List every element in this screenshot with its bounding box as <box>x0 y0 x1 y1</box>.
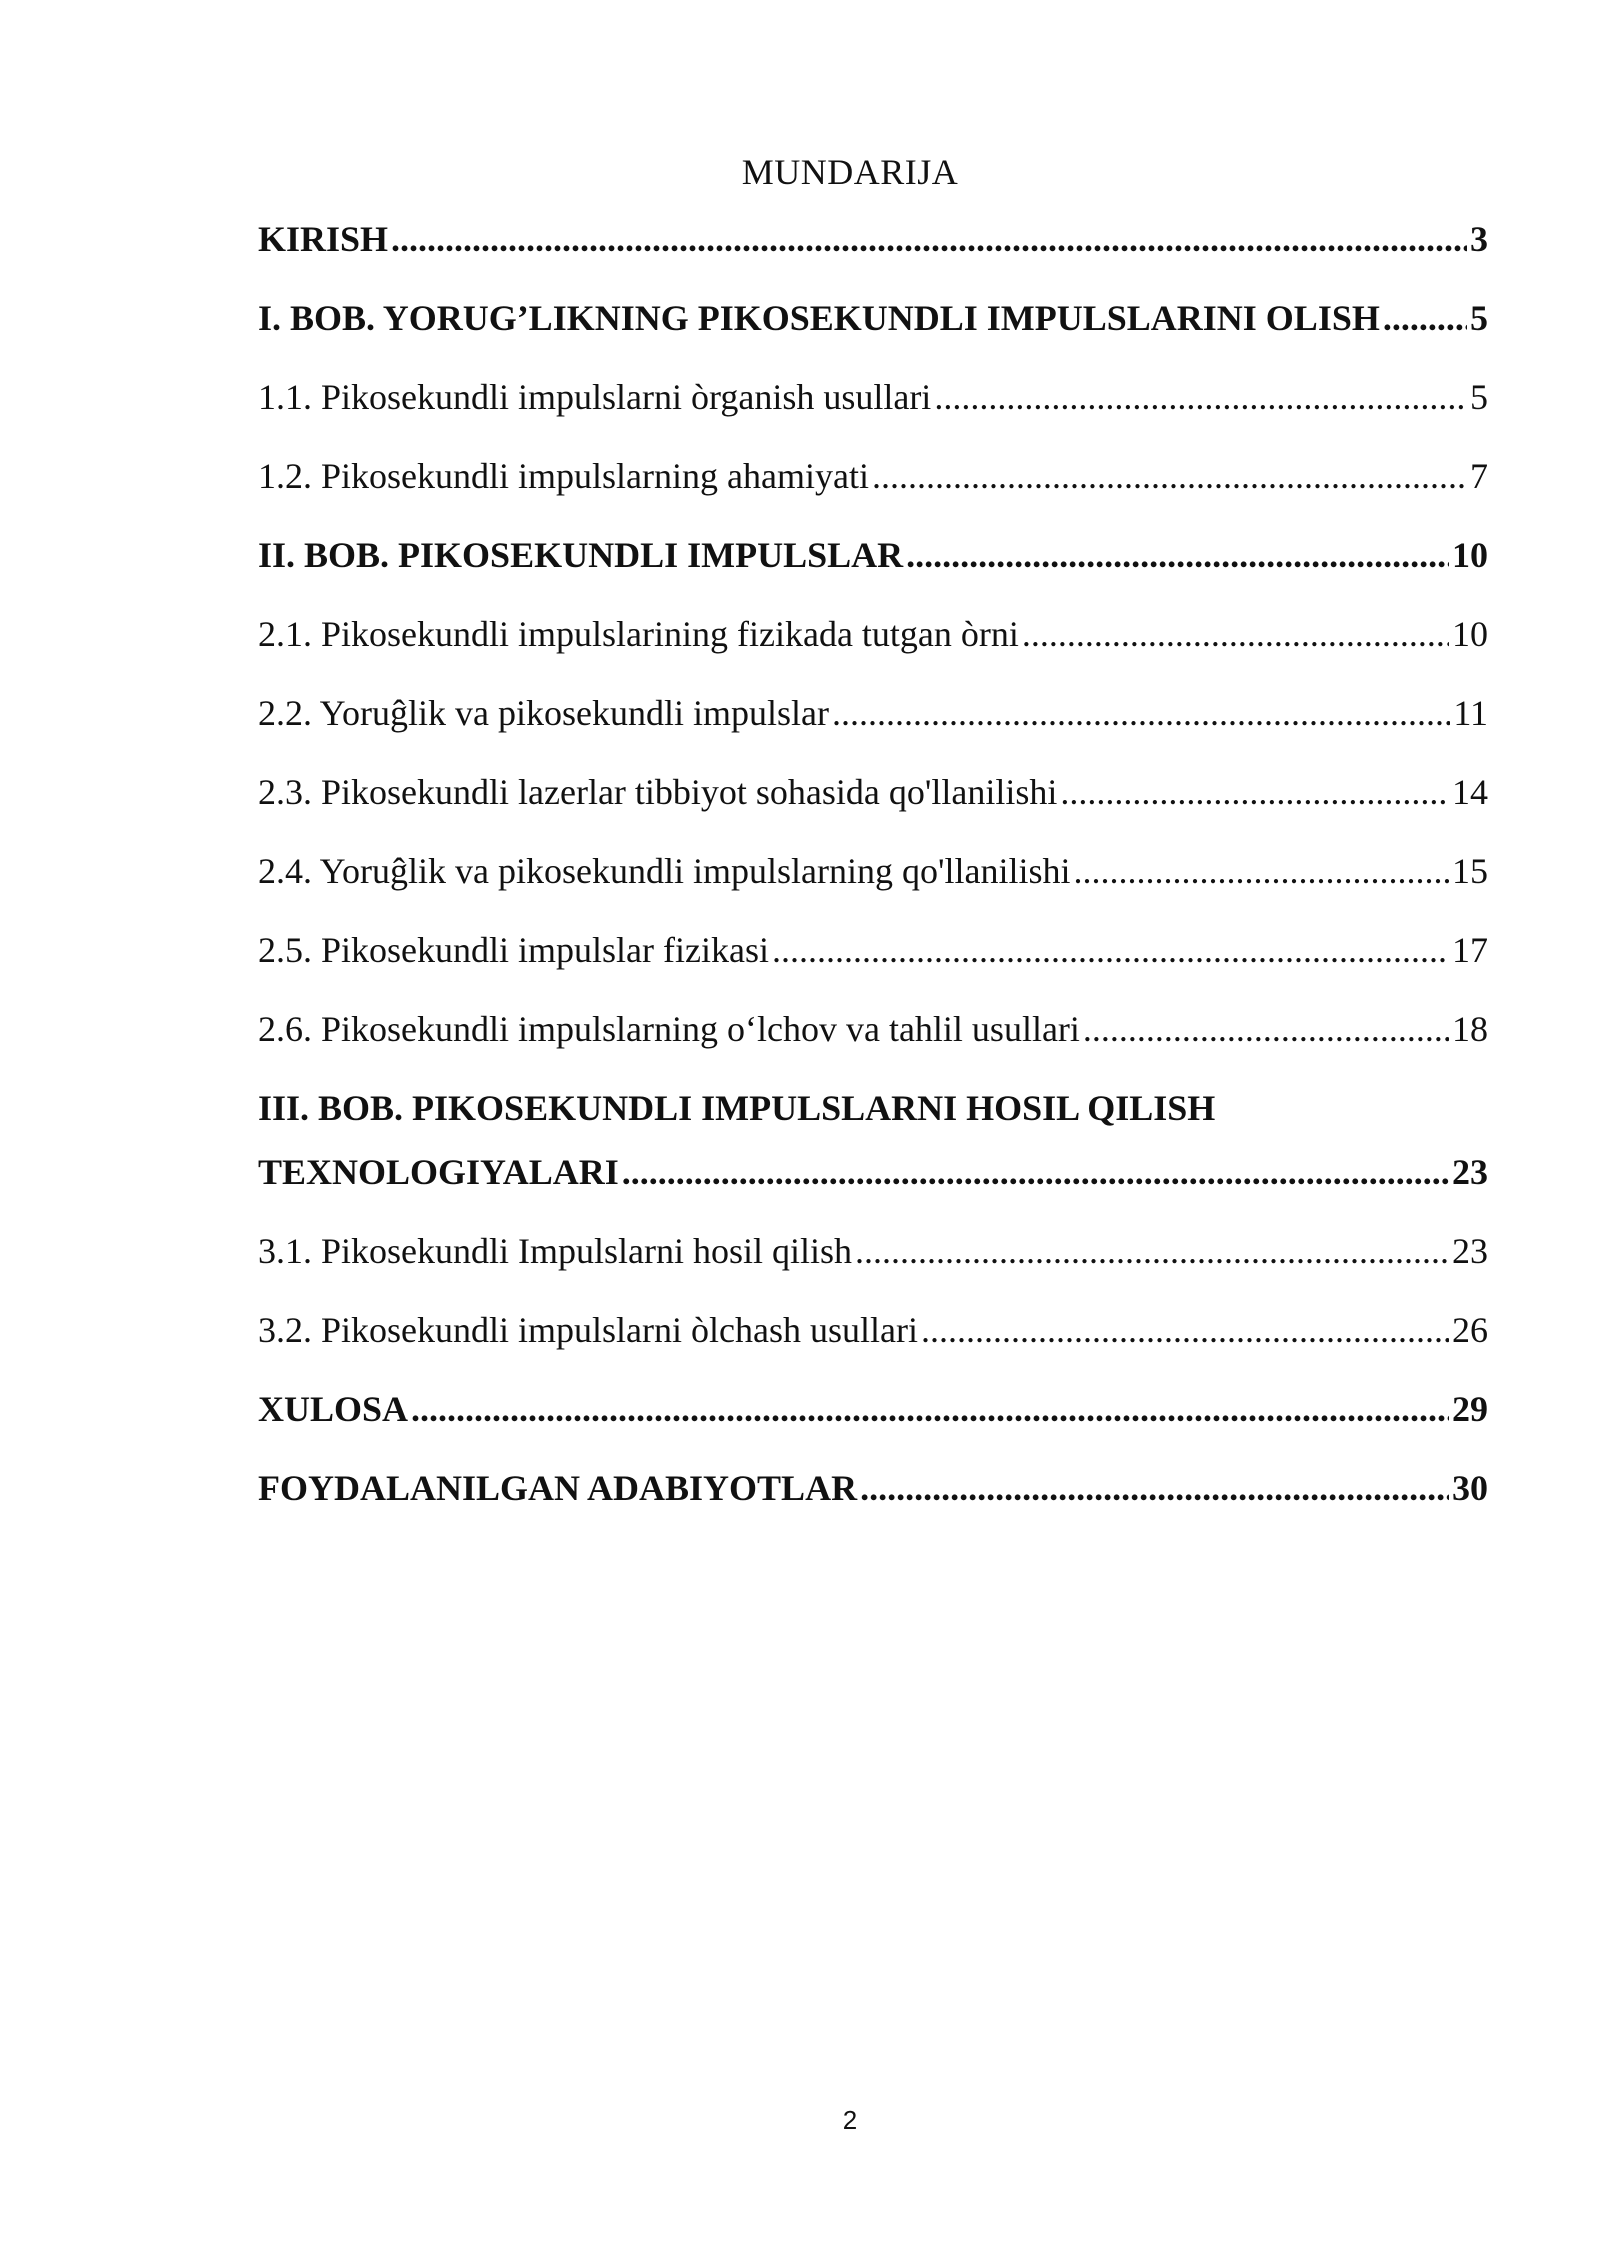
toc-entry-label: I. BOB. YORUG’LIKNING PIKOSEKUNDLI IMPULSLARINI OLISH <box>258 298 1380 338</box>
toc-leader-dots <box>1083 1002 1449 1056</box>
toc-entry-page: 3 <box>1470 219 1488 259</box>
toc-entry-page: 23 <box>1452 1152 1488 1192</box>
toc-entry-page: 10 <box>1452 614 1488 654</box>
toc-entry-chapter-2[interactable] <box>258 528 1488 607</box>
toc-title: MUNDARIJA <box>741 152 959 192</box>
table-of-contents <box>258 212 1488 1540</box>
toc-entry-section-3-2[interactable] <box>258 1303 1488 1382</box>
toc-entry-label: TEXNOLOGIYALARI <box>258 1152 619 1192</box>
toc-entry-page: 5 <box>1470 377 1488 417</box>
toc-leader-dots <box>1060 765 1449 819</box>
toc-entry-page: 5 <box>1470 298 1488 338</box>
toc-entry-xulosa[interactable] <box>258 1382 1488 1461</box>
toc-entry-section-2-1[interactable] <box>258 607 1488 686</box>
toc-leader-dots <box>921 1303 1449 1357</box>
toc-entry-label: 2.1. Pikosekundli impulslarining fizikada tutgan òrni <box>258 614 1019 654</box>
toc-entry-section-1-1[interactable] <box>258 370 1488 449</box>
toc-entry-page: 26 <box>1452 1310 1488 1350</box>
toc-leader-dots <box>934 370 1467 424</box>
toc-entry-label: KIRISH <box>258 219 389 259</box>
toc-entry-chapter-3-line-1[interactable]: III. BOB. PIKOSEKUNDLI IMPULSLARNI HOSIL QILISH <box>258 1088 1216 1128</box>
toc-leader-dots <box>860 1461 1449 1515</box>
toc-entry-page: 15 <box>1452 851 1488 891</box>
toc-entry-label: XULOSA <box>258 1389 409 1429</box>
toc-entry-kirish[interactable] <box>258 212 1488 291</box>
toc-leader-dots <box>906 528 1449 582</box>
toc-entry-label: II. BOB. PIKOSEKUNDLI IMPULSLAR <box>258 535 904 575</box>
toc-entry-chapter-3[interactable] <box>258 1145 1488 1224</box>
page-number: 2 <box>842 2105 858 2135</box>
toc-entry-label: 2.6. Pikosekundli impulslarning o‘lchov va tahlil usullari <box>258 1009 1080 1049</box>
toc-leader-dots <box>855 1224 1449 1278</box>
toc-leader-dots <box>411 1382 1449 1436</box>
toc-entry-page: 29 <box>1452 1389 1488 1429</box>
toc-entry-page: 7 <box>1470 456 1488 496</box>
toc-entry-page: 10 <box>1452 535 1488 575</box>
toc-leader-dots <box>772 923 1449 977</box>
toc-entry-page: 14 <box>1452 772 1488 812</box>
toc-entry-page: 30 <box>1452 1468 1488 1508</box>
toc-entry-label: 2.4. Yoruĝlik va pikosekundli impulslarning qo'llanilishi <box>258 851 1071 891</box>
toc-entry-section-2-5[interactable] <box>258 923 1488 1002</box>
toc-entry-label: 2.5. Pikosekundli impulslar fizikasi <box>258 930 769 970</box>
toc-entry-section-2-3[interactable] <box>258 765 1488 844</box>
toc-entry-label: 2.3. Pikosekundli lazerlar tibbiyot sohasida qo'llanilishi <box>258 772 1058 812</box>
toc-leader-dots <box>1383 291 1467 345</box>
toc-leader-dots <box>832 686 1450 740</box>
toc-entry-label: 1.2. Pikosekundli impulslarning ahamiyati <box>258 456 869 496</box>
toc-entry-page: 23 <box>1452 1231 1488 1271</box>
toc-entry-section-2-4[interactable] <box>258 844 1488 923</box>
toc-leader-dots <box>1074 844 1450 898</box>
toc-entry-page: 11 <box>1453 693 1488 733</box>
toc-entry-label: 1.1. Pikosekundli impulslarni òrganish usullari <box>258 377 932 417</box>
toc-entry-adabiyotlar[interactable] <box>258 1461 1488 1540</box>
toc-entry-label: 3.2. Pikosekundli impulslarni òlchash usullari <box>258 1310 918 1350</box>
toc-leader-dots <box>872 449 1467 503</box>
toc-leader-dots <box>1022 607 1449 661</box>
toc-leader-dots <box>391 212 1467 266</box>
toc-leader-dots <box>622 1145 1449 1199</box>
toc-entry-label: FOYDALANILGAN ADABIYOTLAR <box>258 1468 858 1508</box>
toc-entry-page: 17 <box>1452 930 1488 970</box>
toc-entry-section-2-2[interactable] <box>258 686 1488 765</box>
toc-entry-chapter-1[interactable] <box>258 291 1488 370</box>
toc-entry-section-2-6[interactable] <box>258 1002 1488 1081</box>
toc-entry-label: 3.1. Pikosekundli Impulslarni hosil qilish <box>258 1231 853 1271</box>
toc-entry-label: 2.2. Yoruĝlik va pikosekundli impulslar <box>258 693 830 733</box>
toc-entry-page: 18 <box>1452 1009 1488 1049</box>
toc-entry-section-3-1[interactable] <box>258 1224 1488 1303</box>
toc-entry-section-1-2[interactable] <box>258 449 1488 528</box>
